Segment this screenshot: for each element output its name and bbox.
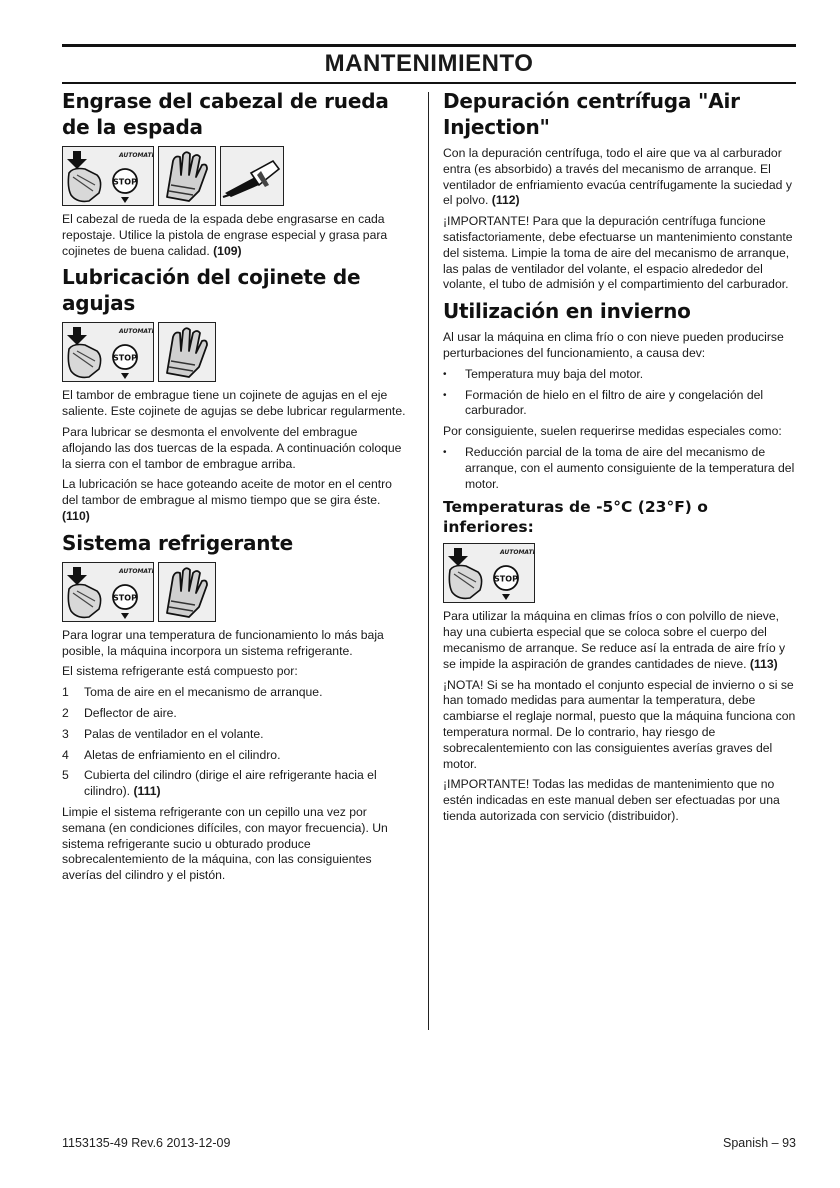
protective-glove-icon (158, 562, 216, 622)
title-rule (62, 82, 796, 84)
list-item: • Reducción parcial de la toma de aire del mecanismo de arranque, con el aumento consiguiente de la temperatura del motor. (443, 444, 795, 491)
chain-brake-stop-icon (62, 322, 154, 382)
section-title: Engrase del cabezal de rueda de la espada (62, 89, 389, 139)
paragraph: El tambor de embrague tiene un cojinete de agujas en el eje saliente. Este cojinete de agujas se debe lubricar regularmente. (62, 388, 406, 419)
footer-page-number: Spanish – 93 (723, 1136, 796, 1150)
paragraph: Para utilizar la máquina en climas fríos o con polvillo de nieve, hay una cubierta especial que se coloca sobre el cuerpo del mecanismo de arranque. Se reduce así la entrada de aire frío y se impide la aspiración de grandes cantidades de nieve. (113) (443, 609, 786, 671)
section-cooling-system (62, 530, 406, 884)
figure-ref: (111) (133, 784, 161, 799)
section-low-temperatures (443, 497, 796, 824)
icon-row (62, 562, 406, 622)
paragraph: ¡IMPORTANTE! Para que la depuración centrífuga funcione satisfactoriamente, debe efectuarse un mantenimiento constante del sistema. Limpie la toma de aire del mecanismo de arranque, las palas de ventilador del volante, el espacio alrededor del volante, el tubo de admisión y el compartimiento del carburador. (443, 214, 793, 292)
paragraph: Para lubricar se desmonta el envolvente del embrague aflojando las dos tuercas de la espada. A continuación coloque la sierra con el tambor de embrague arriba. (62, 424, 402, 471)
paragraph: Por consiguiente, suelen requerirse medidas especiales como: (443, 424, 782, 439)
page-title: MANTENIMIENTO (324, 50, 534, 77)
paragraph: ¡NOTA! Si se ha montado el conjunto especial de invierno o si se han tomado medidas para aumentar la temperatura, debe cambiarse el reglaje normal, puesto que la máquina funciona con temperatura normal. De lo contrario, hay riesgo de sobrecalentemiento con las consiguientes averías graves del motor. (443, 677, 796, 771)
section-bar-tip-greasing (62, 88, 406, 259)
section-air-injection (443, 88, 796, 293)
right-column (443, 88, 796, 830)
chain-brake-stop-icon (62, 562, 154, 622)
paragraph: ¡IMPORTANTE! Todas las medidas de mantenimiento que no estén indicadas en este manual deben ser efectuadas por una tienda autorizada con servicio (distribuidor). (443, 777, 780, 823)
list-item: 4 Aletas de enfriamiento en el cilindro. (62, 747, 281, 762)
bullet-list (443, 367, 796, 419)
paragraph: La lubricación se hace goteando aceite de motor en el centro del tambor de embrague al mismo tiempo que se gira éste. (110) (62, 477, 392, 523)
icon-row (443, 543, 796, 603)
paragraph: El sistema refrigerante está compuesto por: (62, 664, 298, 679)
subsection-title: Temperaturas de -5°C (23°F) o inferiores: (443, 498, 708, 537)
figure-ref: (112) (491, 193, 520, 208)
paragraph: Al usar la máquina en clima frío o con nieve pueden producirse perturbaciones del funcionamiento, a causa dev: (443, 330, 784, 360)
cooling-components-list (62, 685, 406, 800)
column-divider (428, 92, 429, 1030)
icon-row (62, 322, 406, 382)
list-item: 3 Palas de ventilador en el volante. (62, 726, 264, 741)
left-column (62, 88, 406, 889)
paragraph: El cabezal de rueda de la espada debe engrasarse en cada repostaje. Utilice la pistola de engrase especial y grasa para cojinetes de buena calidad. (109) (62, 212, 388, 258)
list-item: • Temperatura muy baja del motor. (443, 366, 644, 381)
section-title: Utilización en invierno (443, 299, 691, 324)
chain-brake-stop-icon (62, 146, 154, 206)
section-title: Sistema refrigerante (62, 530, 294, 555)
list-item: 5 Cubierta del cilindro (dirige el aire refrigerante hacia el cilindro). (111) (62, 768, 377, 799)
icon-row (62, 146, 406, 206)
list-item: 1 Toma de aire en el mecanismo de arranque. (62, 685, 323, 700)
chain-brake-stop-icon (443, 543, 535, 603)
section-needle-bearing (62, 264, 406, 524)
paragraph: Para lograr una temperatura de funcionamiento lo más baja posible, la máquina incorpora un sistema refrigerante. (62, 627, 384, 658)
section-title: Lubricación del cojinete de agujas (62, 265, 361, 316)
figure-ref: (109) (213, 243, 242, 258)
section-title: Depuración centrífuga "Air Injection" (443, 89, 740, 139)
footer-doc-id: 1153135-49 Rev.6 2013-12-09 (62, 1136, 231, 1150)
grease-gun-icon (220, 146, 284, 206)
figure-ref: (113) (749, 656, 778, 671)
protective-glove-icon (158, 146, 216, 206)
section-winter-use (443, 298, 796, 492)
list-item: • Formación de hielo en el filtro de aire y congelación del carburador. (443, 387, 764, 418)
paragraph: Limpie el sistema refrigerante con un cepillo una vez por semana (en condiciones difíciles, con mayor frecuencia). Un sistema refrigerante sucio u obturado produce sobrecalentemiento de la máquina, con las consiguientes averías del cilindro y el pistón. (62, 804, 388, 883)
top-rule (62, 44, 796, 47)
figure-ref: (110) (62, 508, 90, 523)
protective-glove-icon (158, 322, 216, 382)
paragraph: Con la depuración centrífuga, todo el aire que va al carburador entra (es absorbido) a través del mecanismo de arranque. El ventilador de enfriamiento evacúa centrífugamente la suciedad y el polvo. (112) (443, 146, 792, 208)
bullet-list (443, 445, 796, 492)
list-item: 2 Deflector de aire. (62, 705, 177, 720)
